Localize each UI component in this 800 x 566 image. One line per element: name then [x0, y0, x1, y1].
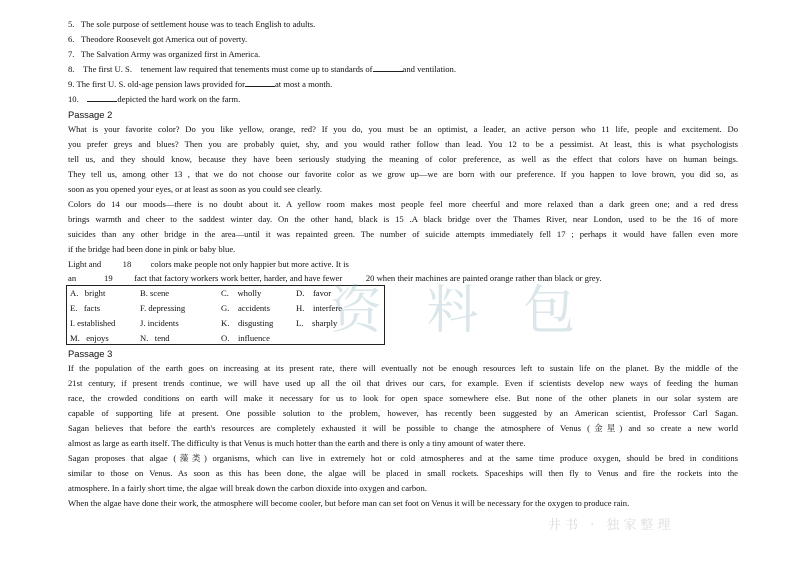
passage-3-line: When the algae have done their work, the atmosphere will become cooler, but before man can set foot on Venus it will be necessary for the oxygen to produce rain.	[68, 498, 630, 508]
word-option: I. established	[70, 318, 116, 328]
answer-blank	[373, 63, 403, 72]
passage-3-line: similar to those on Venus. As soon as this has been done, the algae will be placed in small rockets. Spaceships will then fly to Venus and fire the rockets into the	[68, 468, 738, 478]
word-option: H. interfere	[296, 303, 343, 313]
word-option: C. wholly	[221, 288, 262, 298]
question-10-number: 10.	[68, 94, 79, 104]
passage-2-line: you prefer greys and blues? Then you are probably quiet, shy, and you would rather follow than lead. You 12 to be a pessimist. At least, this is what psychologists	[68, 139, 738, 149]
question-8	[68, 62, 738, 77]
passage-2-line: Light and 18 colors make people not only happier but more active. It is	[68, 259, 349, 269]
passage-3-line: capable of supporting life at present. One possible solution to the problem, however, has recently been suggested by an American scientist, Professor Carl Sagan.	[68, 408, 738, 418]
passage-3-line: atmosphere. In a fairly short time, the algae will break down the carbon dioxide into oxygen and carbon.	[68, 483, 427, 493]
watermark: 资 料 包	[330, 281, 590, 341]
passage-2-line: Colors do 14 our moods—there is no doubt about it. A yellow room makes most people feel more cheerful and more relaxed than a dark green one; and a red dress	[68, 199, 738, 209]
passage-2-line: tell us, and they should know, because they have been seriously studying the meaning of color preference, as well as the effect that colors have on human beings.	[68, 154, 738, 164]
question-5: 5. The sole purpose of settlement house was to teach English to adults.	[68, 19, 316, 29]
answer-blank	[87, 93, 117, 102]
word-option: G. accidents	[221, 303, 270, 313]
question-6: 6. Theodore Roosevelt got America out of poverty.	[68, 34, 248, 44]
word-option: K. disgusting	[221, 318, 274, 328]
passage-2-title: Passage 2	[68, 109, 113, 120]
passage-3-line: almost as large as earth itself. The difficulty is that Venus is much hotter than the earth and there is only a tiny amount of water there.	[68, 438, 526, 448]
passage-2-line: What is your favorite color? Do you like yellow, orange, red? If you do, you must be an optimist, a leader, an active person who 11 life, people and excitement. Do	[68, 124, 738, 134]
word-bank-table	[66, 285, 385, 345]
word-option: L. sharply	[296, 318, 338, 328]
passage-3-line: Sagan believes that before the earth's resources are completely exhausted it will be possible to change the atmosphere of Venus (金星) and so create a new world	[68, 423, 738, 433]
passage-3-line: race, the crowded conditions on earth will make it necessary for us to look for open space somewhere else. But none of the other planets in our solar system are	[68, 393, 738, 403]
word-option: J. incidents	[140, 318, 179, 328]
word-option: O. influence	[221, 333, 270, 343]
word-option: A. bright	[70, 288, 106, 298]
question-7: 7. The Salvation Army was organized first in America.	[68, 49, 261, 59]
question-8-end: and ventilation.	[402, 64, 456, 74]
word-option: B. scene	[140, 288, 170, 298]
footer-watermark: 井书 · 独家整理	[548, 518, 675, 533]
word-option: F. depressing	[140, 303, 186, 313]
question-9-end: at most a month.	[274, 79, 333, 89]
answer-blank	[245, 78, 275, 87]
word-option: N. tend	[140, 333, 170, 343]
passage-3-title: Passage 3	[68, 348, 113, 359]
word-option: M. enjoys	[70, 333, 109, 343]
question-9-text: 9. The first U. S. old-age pension laws provided for	[68, 79, 245, 89]
passage-3-line: Sagan proposes that algae (藻类) organisms, which can live in extremely hot or cold atmospheres and at the same time produce oxygen, should be bred in conditions	[68, 453, 738, 463]
word-option: D. favor	[296, 288, 332, 298]
passage-2-line: if the bridge had been done in pink or baby blue.	[68, 244, 236, 254]
question-10	[68, 92, 738, 107]
passage-3-line: 21st century, if present trends continue, we will have used up all the oil that drives our cars, for example. Even if scientists develop new ways of feeding the human	[68, 378, 738, 388]
passage-2-line: suicides than any other bridge in the area—until it was repainted green. The number of suicide attempts immediately fell 17 ; perhaps it would have fallen even more	[68, 229, 738, 239]
passage-2-line: an 19 fact that factory workers work better, harder, and have fewer 20 when their machines are painted orange rather than black or grey.	[68, 273, 602, 283]
passage-2-line: soon as you opened your eyes, or at least as soon as you could see clearly.	[68, 184, 323, 194]
passage-3-line: If the population of the earth goes on increasing at its present rate, there will eventually not be enough resources left to sustain life on the planet. By the middle of the	[68, 363, 738, 373]
question-9	[68, 77, 738, 92]
passage-2-line: brings warmth and cheer to the saddest winter day. On the other hand, black is 15 .A black bridge over the Thames River, near London, used to be the 16 of more	[68, 214, 738, 224]
word-option: E. facts	[70, 303, 101, 313]
passage-2-line: They tell us, among other 13 , that we do not choose our favorite color as we grow up—we are born with our preference. If you happen to love brown, you did so, as	[68, 169, 738, 179]
question-10-text: depicted the hard work on the farm.	[117, 94, 241, 104]
question-8-text: 8. The first U. S. tenement law required that tenements must come up to standards of	[68, 64, 373, 74]
